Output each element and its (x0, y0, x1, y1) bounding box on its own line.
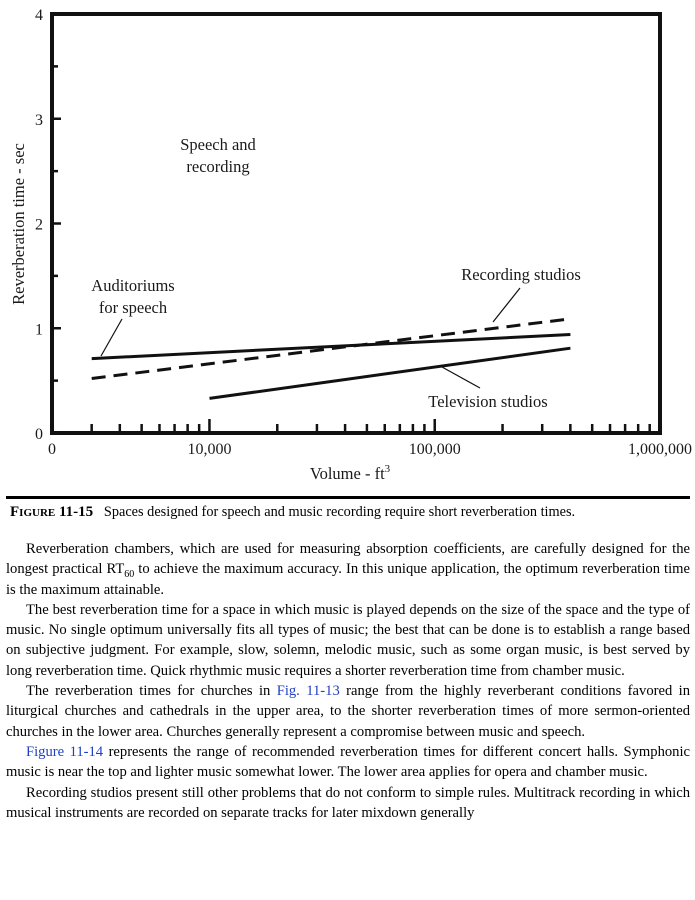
x-tick-label: 100,000 (408, 441, 461, 458)
x-tick-label: 0 (48, 441, 56, 458)
x-axis-label-text: Volume - ft (309, 464, 385, 483)
paragraph-1 (6, 539, 690, 600)
annotation-recording-studios: Recording studios (461, 265, 581, 284)
paragraph-5 (6, 783, 690, 824)
annotation-television-studios: Television studios (428, 392, 548, 411)
annotation-speech-recording-2: recording (186, 157, 250, 176)
paragraph-1-text-a: Reverberation chambers, which are used for measuring absorption coefficients, are carefully designed for the longest practical RT (6, 541, 690, 578)
x-axis-label (310, 463, 391, 483)
fig-11-13-link[interactable]: Fig. 11-13 (276, 683, 340, 700)
rt-subscript: 60 (124, 569, 135, 581)
annotation-auditoriums-1: Auditoriums (91, 276, 175, 295)
x-tick-labels (48, 441, 692, 458)
figure-caption (10, 503, 690, 521)
leader-television-studios (442, 367, 480, 388)
paragraph-3-text-b: range from the highly reverberant conditions favored in liturgical churches and cathedrals in the upper area, to the shorter reverberation times of more sermon-oriented churches in the lower area. Churches generally represent a compromise between music and speech. (6, 683, 690, 740)
y-tick-label: 3 (35, 111, 43, 129)
series-line-auditoriums-for-speech (92, 335, 571, 359)
y-tick-label: 4 (35, 7, 43, 24)
leader-auditoriums (101, 319, 122, 356)
figure-11-14-link[interactable]: Figure 11-14 (26, 743, 104, 760)
x-tick-label: 1,000,000 (628, 441, 692, 458)
y-tick-label: 0 (35, 426, 43, 443)
paragraph-3-text-a: The reverberation times for churches in (26, 683, 277, 700)
x-axis-label-sup: 3 (384, 463, 391, 475)
paragraph-2-text: The best reverberation time for a space in which music is played depends on the size of the space and the type of music. No single optimum universally fits all types of music; the best that can be done is to establish a range based on subjective judgment. For example, slow, solemn, melodic music, such as some organ music, is best served by long reverberation time. Quick rhythmic music requires a shorter reverberation time from chamber music. (6, 601, 690, 679)
paragraph-4-text: represents the range of recommended reverberation times for different concert halls. Symphonic music is near the top and lighter music somewhat lower. The lower area applies for opera and chamber music. (6, 743, 690, 781)
x-minor-ticks (52, 419, 650, 433)
series-line-recording-studios (92, 319, 571, 379)
figure-caption-text: Spaces designed for speech and music recording require short reverberation times. (103, 504, 576, 520)
series-lines (92, 319, 571, 399)
x-tick-label: 10,000 (187, 441, 232, 458)
y-tick-labels (35, 7, 43, 443)
annotation-auditoriums-2: for speech (98, 298, 168, 317)
figure-label: Figure 11-15 (10, 504, 94, 520)
paragraph-4 (6, 742, 690, 783)
y-tick-label: 2 (35, 216, 43, 234)
y-tick-label: 1 (35, 321, 43, 339)
y-axis-label: Reverberation time - sec (9, 143, 28, 305)
paragraph-1-text-b: to achieve the maximum accuracy. In this unique application, the optimum reverberation time is the maximum attainable. (6, 561, 690, 598)
body-text (6, 539, 690, 823)
leader-recording-studios (493, 288, 520, 322)
annotation-speech-recording-1: Speech and (180, 135, 256, 154)
paragraph-2 (6, 600, 690, 681)
caption-rule (6, 496, 690, 499)
paragraph-3 (6, 681, 690, 742)
plot-frame (52, 14, 660, 433)
series-line-television-studios (210, 348, 571, 398)
paragraph-5-text: Recording studios present still other problems that do not conform to simple rules. Multitrack recording in which musical instruments are recorded on separate tracks for later mixdown generally (6, 784, 690, 821)
